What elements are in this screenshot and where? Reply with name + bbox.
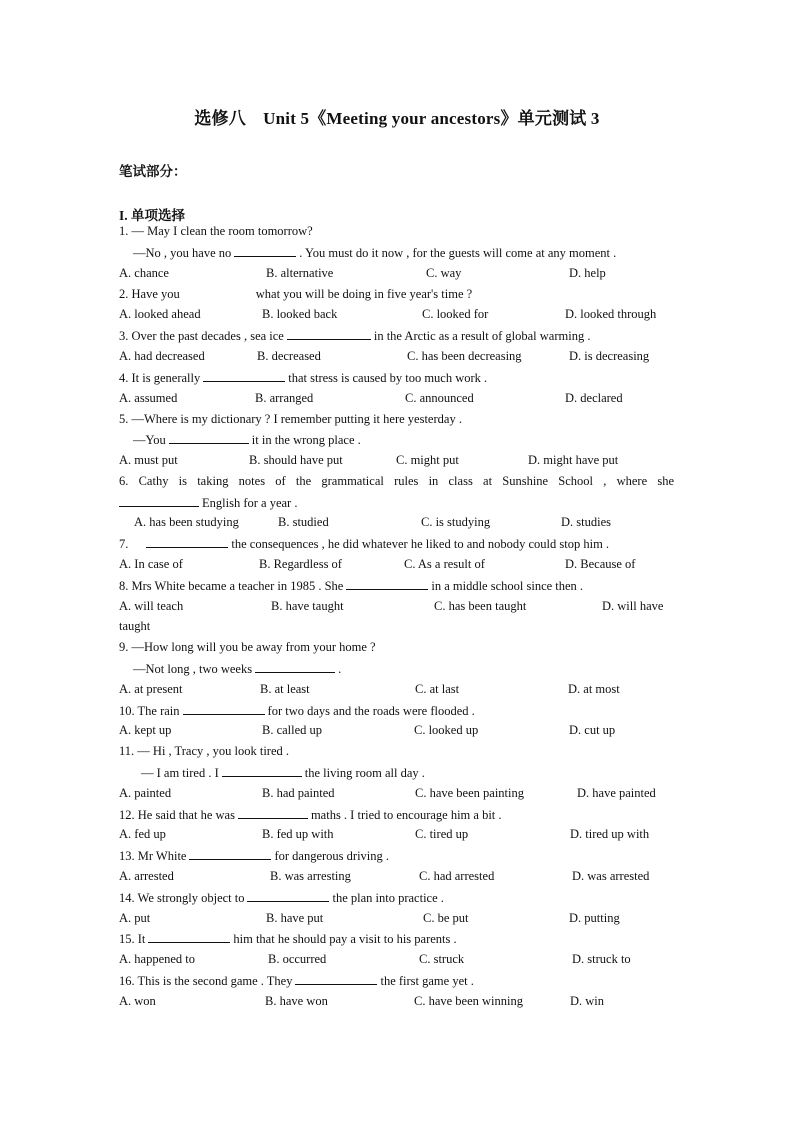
answer-blank: [287, 327, 371, 340]
option-c: C. looked up: [414, 723, 479, 737]
question-1-line2: —No , you have no . You must do it now , for the guests will come at any moment .: [133, 246, 617, 260]
question-6-line2: English for a year .: [119, 494, 297, 511]
option-c: C. has been taught: [434, 599, 527, 613]
question-14-stem: 14. We strongly object to the plan into practice .: [119, 891, 444, 905]
option-c: C. looked for: [422, 307, 489, 321]
option-a: A. has been studying: [134, 515, 239, 529]
question-5-line2: —You it in the wrong place .: [133, 433, 361, 447]
option-c: C. way: [426, 266, 462, 280]
question-15-stem: 15. It him that he should pay a visit to his parents .: [119, 932, 457, 946]
option-a: A. will teach: [119, 599, 184, 613]
option-a: A. won: [119, 994, 156, 1008]
option-a: A. put: [119, 911, 151, 925]
option-b: B. fed up with: [262, 827, 334, 841]
question-11-line2: — I am tired . I the living room all day .: [141, 766, 425, 780]
question-16-stem: 16. This is the second game . They the first game yet .: [119, 974, 474, 988]
option-a: A. at present: [119, 682, 183, 696]
answer-blank: [222, 764, 302, 777]
question-2-stem: 2. Have you what you will be doing in five year's time ?: [119, 287, 473, 301]
option-d: D. struck to: [572, 952, 631, 966]
option-b: B. Regardless of: [259, 557, 342, 571]
answer-blank: [146, 535, 228, 548]
option-d: D. Because of: [565, 557, 636, 571]
question-7-stem: 7. the consequences , he did whatever he liked to and nobody could stop him .: [119, 537, 610, 551]
option-d: D. tired up with: [570, 827, 650, 841]
option-a: A. arrested: [119, 869, 174, 883]
page-title: 选修八 Unit 5《Meeting your ancestors》单元测试 3: [194, 109, 600, 128]
option-c: C. might put: [396, 453, 459, 467]
option-b: B. at least: [260, 682, 310, 696]
option-d-continued: taught: [119, 619, 151, 633]
option-d: D. at most: [568, 682, 620, 696]
option-b: B. have taught: [271, 599, 344, 613]
option-d: D. is decreasing: [569, 349, 650, 363]
answer-blank: [255, 660, 335, 673]
option-b: B. occurred: [268, 952, 327, 966]
option-b: B. looked back: [262, 307, 338, 321]
option-a: A. assumed: [119, 391, 178, 405]
question-11-stem: 11. — Hi , Tracy , you look tired .: [119, 744, 290, 758]
option-a: A. chance: [119, 266, 169, 280]
option-b: B. alternative: [266, 266, 334, 280]
option-c: C. have been winning: [414, 994, 524, 1008]
question-10-stem: 10. The rain for two days and the roads were flooded .: [119, 704, 475, 718]
option-a: A. must put: [119, 453, 178, 467]
option-a: A. had decreased: [119, 349, 205, 363]
option-b: B. called up: [262, 723, 323, 737]
option-d: D. cut up: [569, 723, 616, 737]
option-a: A. fed up: [119, 827, 166, 841]
question-8-stem: 8. Mrs White became a teacher in 1985 . She in a middle school since then .: [119, 579, 584, 593]
option-b: B. have won: [265, 994, 328, 1008]
option-c: C. As a result of: [404, 557, 485, 571]
option-b: B. had painted: [262, 786, 335, 800]
question-1-stem: 1. — May I clean the room tomorrow?: [119, 224, 313, 238]
answer-blank: [119, 494, 199, 507]
answer-blank: [169, 431, 249, 444]
question-3-stem: 3. Over the past decades , sea ice in the Arctic as a result of global warming .: [119, 329, 591, 343]
option-b: B. was arresting: [270, 869, 351, 883]
option-b: B. have put: [266, 911, 324, 925]
option-d: D. declared: [565, 391, 623, 405]
option-c: C. struck: [419, 952, 465, 966]
option-a: A. looked ahead: [119, 307, 201, 321]
question-9-stem: 9. —How long will you be away from your home ?: [119, 640, 376, 654]
section-written: 笔试部分：: [119, 164, 187, 179]
option-d: D. looked through: [565, 307, 657, 321]
option-c: C. at last: [415, 682, 460, 696]
option-c: C. announced: [405, 391, 474, 405]
option-d: D. win: [570, 994, 605, 1008]
option-d: D. help: [569, 266, 606, 280]
answer-blank: [189, 847, 271, 860]
answer-blank: [234, 244, 296, 257]
question-4-stem: 4. It is generally that stress is caused by too much work .: [119, 371, 488, 385]
option-c: C. had arrested: [419, 869, 495, 883]
question-13-stem: 13. Mr White for dangerous driving .: [119, 849, 390, 863]
option-b: B. arranged: [255, 391, 314, 405]
answer-blank: [346, 577, 428, 590]
option-a: A. happened to: [119, 952, 196, 966]
option-b: B. should have put: [249, 453, 343, 467]
option-d: D. might have put: [528, 453, 619, 467]
question-12-stem: 12. He said that he was maths . I tried to encourage him a bit .: [119, 808, 502, 822]
answer-blank: [183, 702, 265, 715]
option-d: D. have painted: [577, 786, 656, 800]
option-c: C. is studying: [421, 515, 491, 529]
answer-blank: [247, 889, 329, 902]
option-b: B. decreased: [257, 349, 321, 363]
section-single-choice: I. 单项选择: [119, 208, 186, 223]
option-c: C. have been painting: [415, 786, 524, 800]
option-a: A. In case of: [119, 557, 183, 571]
answer-blank: [203, 369, 285, 382]
option-d: D. putting: [569, 911, 620, 925]
question-5-stem: 5. —Where is my dictionary ? I remember putting it here yesterday .: [119, 412, 462, 426]
option-c: C. has been decreasing: [407, 349, 522, 363]
option-d: D. will have: [602, 599, 664, 613]
question-6-stem: 6. Cathy is taking notes of the grammatical rules in class at Sunshine School , where she: [119, 474, 674, 488]
option-c: C. tired up: [415, 827, 469, 841]
question-9-line2: —Not long , two weeks .: [133, 662, 342, 676]
option-a: A. painted: [119, 786, 172, 800]
option-d: D. was arrested: [572, 869, 650, 883]
option-a: A. kept up: [119, 723, 172, 737]
option-c: C. be put: [423, 911, 469, 925]
answer-blank: [238, 806, 308, 819]
option-b: B. studied: [278, 515, 329, 529]
answer-blank: [148, 930, 230, 943]
option-d: D. studies: [561, 515, 611, 529]
answer-blank: [295, 972, 377, 985]
